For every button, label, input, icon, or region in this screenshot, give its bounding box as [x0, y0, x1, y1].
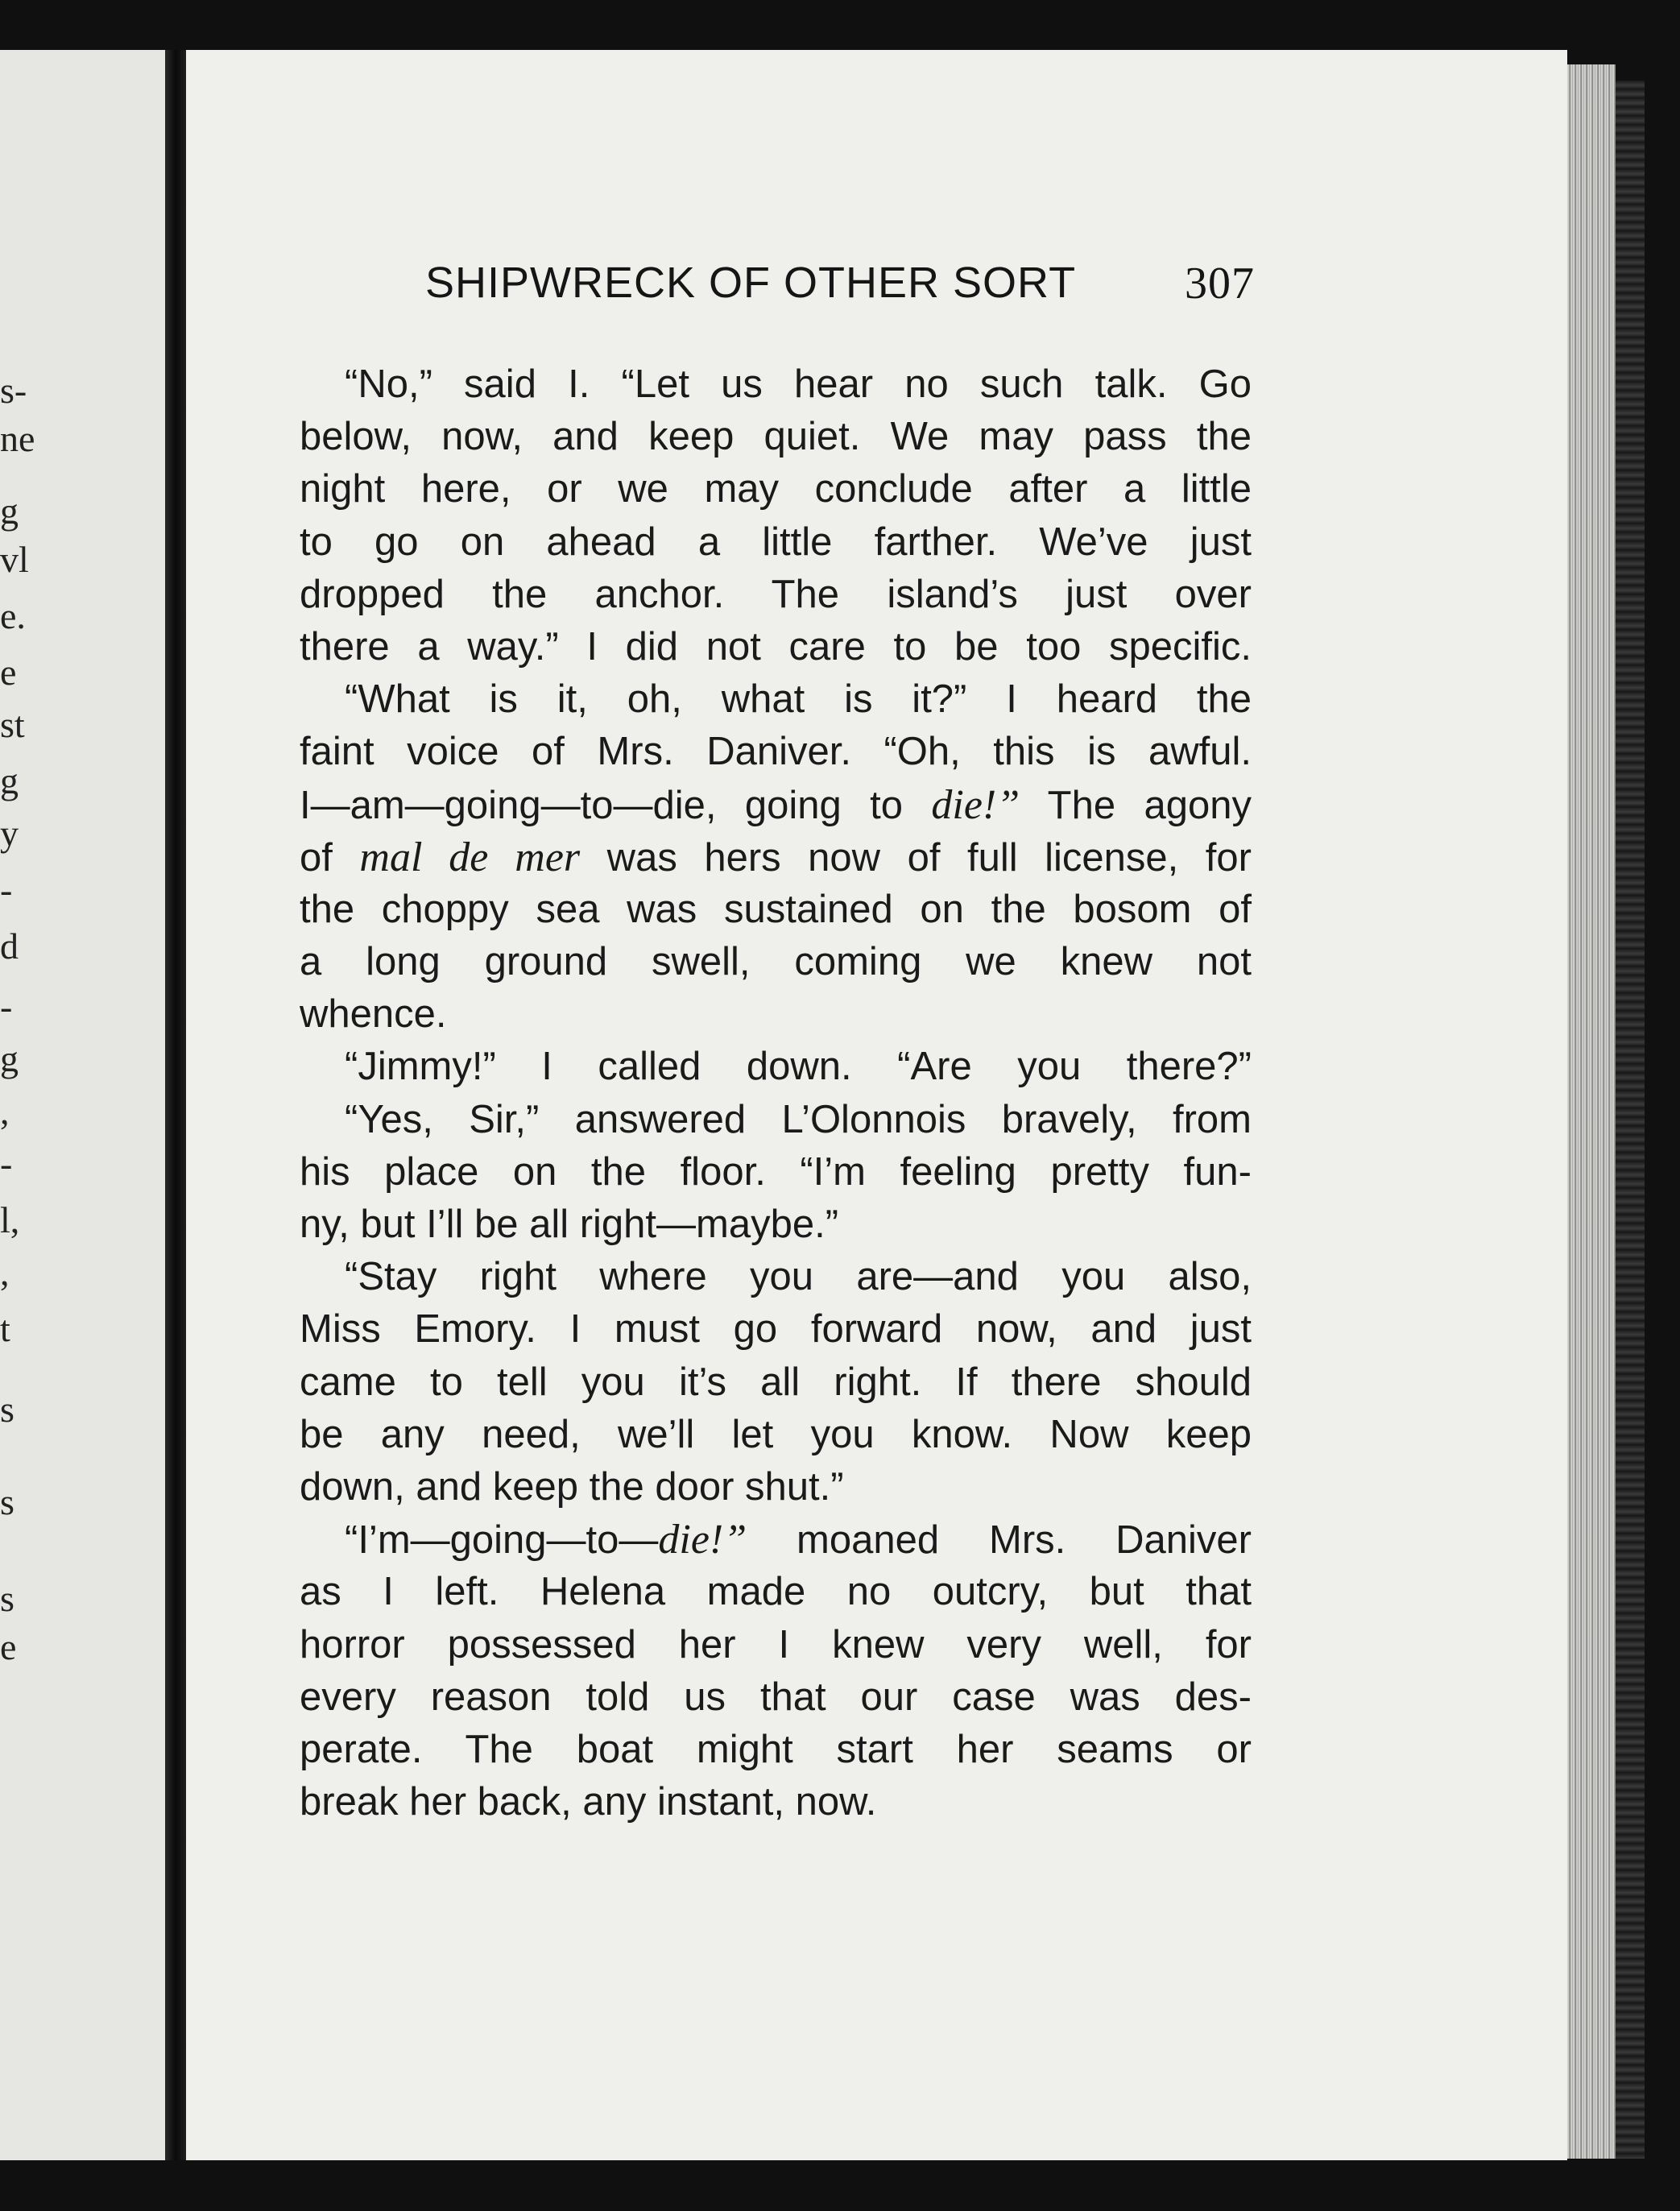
text-line	[300, 1409, 1252, 1461]
facing-page-fragment: e	[0, 652, 17, 693]
text-run: “No,” said I. “Let us hear no such talk. Go	[345, 362, 1252, 406]
text-line	[300, 358, 1252, 411]
text-line	[300, 1671, 1252, 1724]
text-line	[300, 1513, 1252, 1566]
text-run: came to tell you it’s all right. If there should	[300, 1360, 1252, 1404]
text-run: horror possessed her I knew very well, for	[300, 1622, 1252, 1667]
facing-page-fragment: s	[0, 1578, 14, 1619]
text-line	[300, 1619, 1252, 1671]
facing-page-fragment: -	[0, 869, 13, 910]
page-edges	[1567, 64, 1616, 2159]
text-run: ny, but I’ll be all right—maybe.”	[300, 1203, 839, 1246]
body-text	[300, 358, 1252, 1828]
facing-page-fragment: ne	[0, 418, 35, 459]
text-line	[300, 1199, 1252, 1251]
text-run: of	[300, 835, 360, 880]
text-line	[300, 411, 1252, 463]
text-run: to go on ahead a little farther. We’ve just	[300, 520, 1252, 564]
text-run: night here, or we may conclude after a little	[300, 467, 1252, 511]
facing-page-fragment: s-	[0, 370, 27, 411]
facing-page-fragment: l,	[0, 1199, 20, 1240]
italic-text: mal de mer	[359, 834, 581, 880]
italic-text: die!”	[658, 1517, 747, 1563]
text-line	[300, 673, 1252, 726]
text-line	[300, 516, 1252, 569]
facing-page-fragment: e.	[0, 595, 26, 636]
facing-page-fragment: s	[0, 1481, 14, 1522]
page-number: 307	[1185, 259, 1255, 308]
facing-page-fragment: y	[0, 813, 19, 854]
text-run: “I’m—going—to—	[345, 1518, 659, 1563]
text-run: The agony	[1020, 783, 1252, 827]
facing-page-fragment: -	[0, 986, 13, 1027]
text-line	[300, 1303, 1252, 1356]
facing-page-fragment: d	[0, 925, 19, 967]
text-run: was hers now of full license, for	[580, 835, 1252, 880]
text-line	[300, 1461, 1252, 1513]
text-run: moaned Mrs. Daniver	[747, 1518, 1252, 1563]
text-run: perate. The boat might start her seams or	[300, 1727, 1252, 1771]
text-run: break her back, any instant, now.	[300, 1780, 877, 1824]
text-run: as I left. Helena made no outcry, but that	[300, 1570, 1252, 1614]
text-line	[300, 1041, 1252, 1093]
facing-page-fragment: ,	[0, 1252, 10, 1293]
text-line	[300, 1776, 1252, 1828]
facing-page-fragment: s	[0, 1389, 14, 1430]
text-run: his place on the floor. “I’m feeling pretty fun-	[300, 1149, 1252, 1194]
text-line	[300, 1094, 1252, 1146]
text-run: a long ground swell, coming we knew not	[300, 940, 1252, 984]
text-line	[300, 726, 1252, 778]
text-run: “Yes, Sir,” answered L’Olonnois bravely, from	[345, 1097, 1252, 1141]
text-line	[300, 1146, 1252, 1199]
text-run: whence.	[300, 992, 447, 1037]
facing-page-fragment: vl	[0, 539, 29, 580]
facing-page-fragment: g	[0, 491, 19, 532]
facing-page-fragment: st	[0, 704, 25, 745]
text-run: be any need, we’ll let you know. Now keep	[300, 1412, 1252, 1456]
text-run: below, now, and keep quiet. We may pass the	[300, 415, 1252, 459]
facing-page-fragment: -	[0, 1143, 13, 1184]
text-line	[300, 988, 1252, 1041]
page-edges-shadow	[1616, 81, 1645, 2159]
text-line	[300, 831, 1252, 884]
italic-text: die!”	[931, 781, 1020, 828]
text-line	[300, 569, 1252, 621]
facing-page-fragment: g	[0, 1038, 19, 1079]
text-line	[300, 1724, 1252, 1776]
text-run: down, and keep the door shut.”	[300, 1464, 844, 1509]
running-head-title: SHIPWRECK OF OTHER SORT	[425, 259, 1077, 307]
text-line	[300, 1566, 1252, 1618]
text-line	[300, 884, 1252, 936]
text-line	[300, 621, 1252, 673]
text-run: Miss Emory. I must go forward now, and just	[300, 1307, 1252, 1352]
book-gutter	[165, 50, 186, 2160]
facing-page-fragment: t	[0, 1308, 10, 1349]
text-run: dropped the anchor. The island’s just over	[300, 572, 1252, 616]
text-run: faint voice of Mrs. Daniver. “Oh, this is awful.	[300, 730, 1252, 774]
text-run: “Stay right where you are—and you also,	[345, 1255, 1252, 1299]
facing-page-fragment: e	[0, 1626, 17, 1667]
text-run: “What is it, oh, what is it?” I heard the	[345, 677, 1252, 722]
text-line	[300, 1356, 1252, 1409]
text-line	[300, 1251, 1252, 1303]
text-run: there a way.” I did not care to be too specific.	[300, 624, 1252, 669]
text-run: every reason told us that our case was des-	[300, 1675, 1252, 1719]
text-line	[300, 463, 1252, 515]
running-head	[425, 258, 1255, 314]
text-run: the choppy sea was sustained on the bosom of	[300, 887, 1252, 931]
text-line	[300, 936, 1252, 988]
text-line	[300, 779, 1252, 831]
facing-page-fragment: g	[0, 760, 19, 801]
facing-page-fragment: ,	[0, 1091, 10, 1132]
facing-page-left	[0, 50, 165, 2160]
text-run: I—am—going—to—die, going to	[300, 783, 932, 827]
text-run: “Jimmy!” I called down. “Are you there?”	[345, 1045, 1252, 1089]
